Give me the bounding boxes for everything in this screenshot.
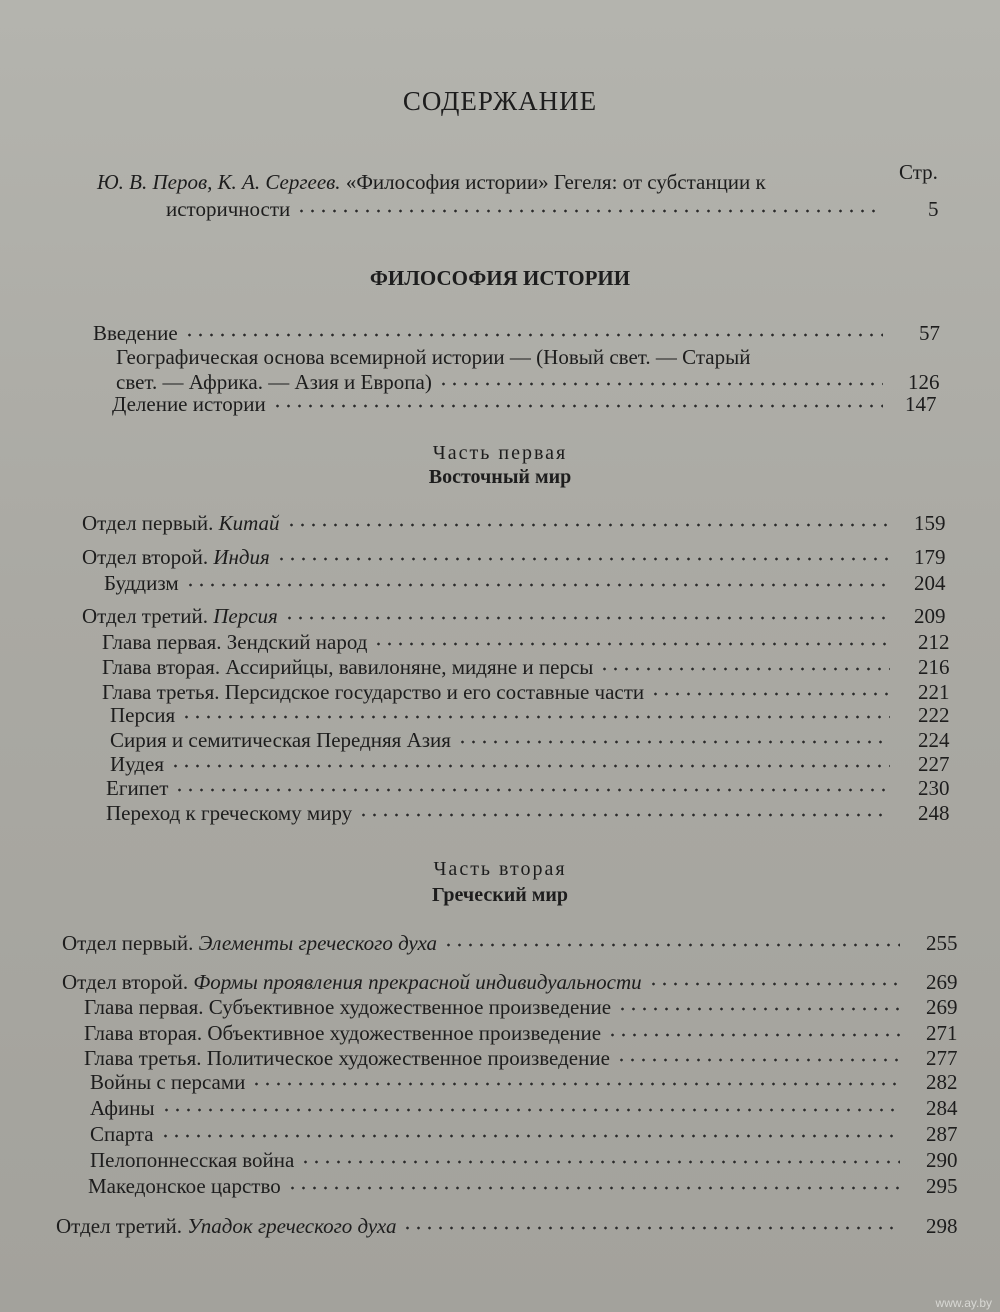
dot-leader (251, 1081, 900, 1087)
intro-authors: Ю. В. Перов, К. А. Сергеев. (97, 170, 341, 194)
dot-leader (174, 787, 890, 793)
page-number: 159 (914, 511, 946, 535)
page-number: 287 (926, 1122, 958, 1146)
dot-leader (300, 1159, 900, 1165)
part1-toc-entry (110, 702, 950, 728)
part1-toc-entry (106, 800, 950, 826)
dot-leader (185, 582, 890, 588)
dot-leader (161, 1107, 900, 1113)
part1-toc-entry (82, 510, 946, 536)
entry-label: Введение (93, 321, 178, 345)
entry-italic-title: Индия (213, 545, 270, 569)
entry-text: Отдел третий. (82, 604, 214, 628)
dot-leader (650, 691, 890, 697)
dot-leader (287, 1185, 900, 1191)
part2-toc-entry (90, 1069, 958, 1095)
entry-text: Глава первая. Зендский народ (102, 630, 368, 654)
entry-label (106, 775, 168, 801)
part1-toc-entry (110, 727, 950, 753)
entry-italic-title: Китай (218, 511, 280, 535)
page-number: 248 (918, 801, 950, 825)
entry-text: Пелопоннесская война (90, 1148, 295, 1172)
entry-label: Деление истории (112, 392, 266, 416)
watermark: www.ay.by (935, 1296, 992, 1310)
entry-text: Отдел третий. (56, 1214, 188, 1238)
page-title: СОДЕРЖАНИЕ (402, 86, 598, 116)
entry-text: Сирия и семитическая Передняя Азия (110, 728, 451, 752)
part2-toc-entry (84, 1045, 958, 1071)
part1-toc-entry (102, 629, 950, 655)
entry-label (84, 1045, 610, 1071)
entry-label (106, 800, 352, 826)
entry-text: Войны с персами (90, 1070, 246, 1094)
page-number: 224 (918, 728, 950, 752)
page-number: 271 (926, 1021, 958, 1045)
entry-text: Переход к греческому миру (106, 801, 353, 825)
part2-toc-entry (62, 969, 958, 995)
page-number: 179 (914, 545, 946, 569)
page-number: 222 (918, 703, 950, 727)
entry-text: Иудея (110, 752, 165, 776)
page-number: 230 (918, 776, 950, 800)
entry-label (102, 654, 593, 680)
entry-label (62, 969, 642, 995)
dot-leader (272, 403, 883, 409)
entry-italic-title: Упадок греческого духа (187, 1214, 397, 1238)
entry-label (90, 1095, 155, 1121)
dot-leader (607, 1032, 900, 1038)
entry-label (110, 751, 164, 777)
dot-leader (599, 666, 890, 672)
toc-entry-delenie (112, 391, 937, 417)
entry-text: Афины (90, 1096, 155, 1120)
page-number: 298 (926, 1214, 958, 1238)
part2-toc-entry (88, 1173, 958, 1199)
entry-text: Египет (106, 776, 169, 800)
entry-text: Отдел первый. (62, 931, 199, 955)
part1-toc-entry (106, 775, 950, 801)
toc-entry-geo-line1: Географическая основа всемирной истории — (Новый свет. — Старый (116, 345, 751, 369)
dot-leader (170, 763, 890, 769)
page-number: 284 (926, 1096, 958, 1120)
dot-leader (402, 1225, 900, 1231)
dot-leader (286, 522, 891, 528)
dot-leader (296, 208, 878, 214)
entry-text: Глава первая. Субъективное художественное произведение (84, 995, 612, 1019)
entry-label (90, 1121, 154, 1147)
page-number: 221 (918, 680, 950, 704)
entry-label (62, 930, 437, 956)
toc-entry-vvedenie (93, 320, 940, 346)
entry-text: Македонское царство (88, 1174, 281, 1198)
entry-italic-title: Элементы греческого духа (198, 931, 438, 955)
entry-label (82, 510, 280, 536)
entry-text: Отдел первый. (82, 511, 219, 535)
part1-toc-entry (82, 544, 946, 570)
intro-entry-line1 (97, 170, 766, 195)
part1-title: Восточный мир (428, 466, 572, 488)
entry-label (110, 727, 451, 753)
page-number: 227 (918, 752, 950, 776)
part2-title: Греческий мир (431, 884, 569, 906)
part1-toc-entry (110, 751, 950, 777)
entry-text: Глава третья. Персидское государство и его составные части (102, 680, 645, 704)
dot-leader (443, 942, 900, 948)
dot-leader (648, 981, 900, 987)
part1-toc-entry (82, 603, 946, 629)
page-number: 269 (926, 970, 958, 994)
dot-leader (276, 556, 890, 562)
entry-label: свет. — Африка. — Азия и Европа) (116, 370, 432, 394)
entry-label (88, 1173, 281, 1199)
dot-leader (616, 1057, 900, 1063)
entry-label (84, 994, 611, 1020)
page-number: 209 (914, 604, 946, 628)
entry-text: Персия (110, 703, 176, 727)
page-column-label: Стр. (899, 160, 938, 184)
part2-label: Часть вторая (433, 858, 567, 880)
page-number: 295 (926, 1174, 958, 1198)
entry-text: Глава третья. Политическое художественное произведение (84, 1046, 610, 1070)
part2-toc-entry (84, 994, 958, 1020)
entry-label (110, 702, 175, 728)
page-number: 255 (926, 931, 958, 955)
dot-leader (373, 641, 890, 647)
entry-label (82, 603, 278, 629)
part2-toc-entry (90, 1121, 958, 1147)
entry-text: Глава вторая. Ассирийцы, вавилоняне, мидяне и персы (102, 655, 594, 679)
intro-title-line2: историчности (166, 197, 291, 221)
page-number: 277 (926, 1046, 958, 1070)
part1-toc-entry (102, 654, 950, 680)
page-number: 212 (918, 630, 950, 654)
entry-label (90, 1069, 245, 1095)
dot-leader (617, 1006, 900, 1012)
part1-label: Часть первая (432, 442, 568, 464)
part2-toc-entry (84, 1020, 958, 1046)
dot-leader (284, 615, 890, 621)
intro-entry-line2 (166, 196, 939, 222)
page-number: 282 (926, 1070, 958, 1094)
dot-leader (438, 381, 883, 387)
entry-text: Отдел второй. (62, 970, 194, 994)
page-number: 5 (928, 197, 939, 221)
part2-toc-entry (56, 1213, 958, 1239)
entry-label (104, 570, 179, 596)
page-number: 57 (919, 321, 940, 345)
entry-text: Глава вторая. Объективное художественное произведение (84, 1021, 602, 1045)
entry-text: Спарта (90, 1122, 154, 1146)
entry-label (84, 1020, 601, 1046)
page-number: 204 (914, 571, 946, 595)
entry-label (102, 629, 367, 655)
page-number: 126 (908, 370, 940, 394)
part1-toc-entry (104, 570, 946, 596)
dot-leader (184, 332, 883, 338)
entry-label (82, 544, 270, 570)
page-number: 147 (905, 392, 937, 416)
page-number: 269 (926, 995, 958, 1019)
intro-title-line1: «Философия истории» Гегеля: от субстанции к (340, 170, 766, 194)
dot-leader (358, 812, 890, 818)
part2-toc-entry (62, 930, 958, 956)
entry-italic-title: Персия (213, 604, 278, 628)
entry-label (90, 1147, 294, 1173)
part2-toc-entry (90, 1147, 958, 1173)
page-number: 216 (918, 655, 950, 679)
entry-text: Отдел второй. (82, 545, 214, 569)
entry-italic-title: Формы проявления прекрасной индивидуальности (193, 970, 642, 994)
dot-leader (181, 714, 890, 720)
entry-label (56, 1213, 396, 1239)
entry-text: Буддизм (104, 571, 179, 595)
part2-toc-entry (90, 1095, 958, 1121)
dot-leader (457, 739, 890, 745)
dot-leader (160, 1133, 900, 1139)
page-number: 290 (926, 1148, 958, 1172)
section-title: ФИЛОСОФИЯ ИСТОРИИ (369, 266, 631, 290)
